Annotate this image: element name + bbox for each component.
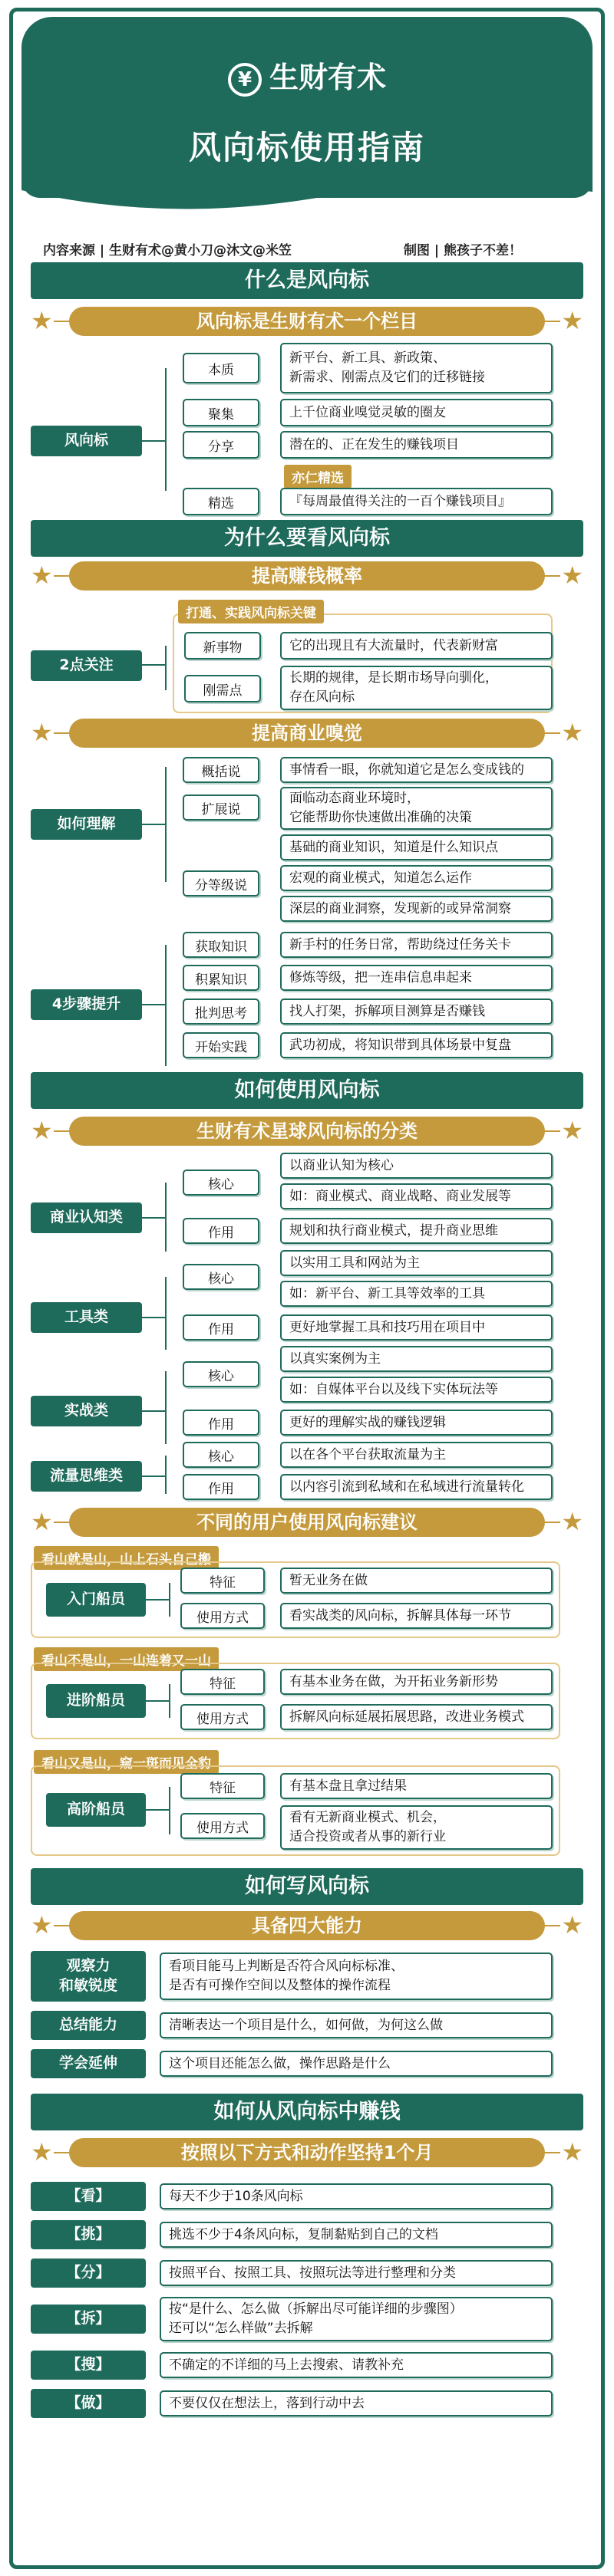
- val-tezheng: 有基本盘且拿过结果: [280, 1773, 553, 1799]
- user-rumen: 入门船员: [46, 1583, 146, 1617]
- val-gangxu: 长期的规律，是长期市场导向驯化， 存在风向标: [280, 666, 553, 710]
- user-gaojie: 高阶船员: [46, 1793, 146, 1827]
- key-use: 作用: [183, 1218, 259, 1244]
- connector: [165, 646, 167, 690]
- action-sou-desc: 不确定的不详细的马上去搜索、请教补充: [160, 2352, 553, 2378]
- key-core: 核心: [183, 1170, 259, 1196]
- action-chai-desc: 按“是什么、怎么做（拆解出尽可能详细的步骤图） 还可以“怎么样做”去拆解: [160, 2297, 553, 2341]
- section-title-why: 为什么要看风向标: [31, 520, 583, 557]
- key-core: 核心: [183, 1264, 259, 1290]
- connector: [142, 1410, 165, 1412]
- connector: [165, 368, 167, 491]
- subtitle-why1: ★ ★ 提高赚钱概率: [31, 561, 583, 590]
- action-zuo-desc: 不要仅仅在想法上，落到行动中去: [160, 2390, 553, 2416]
- val-use: 更好的理解实战的赚钱逻辑: [280, 1410, 553, 1436]
- badge-yiren: 亦仁精选: [284, 465, 352, 489]
- note-user2: 看山不是山，一山连着又一山: [34, 1647, 219, 1671]
- key-tezheng: 特征: [180, 1669, 265, 1695]
- connector: [146, 1599, 169, 1601]
- note-daton: 打通、实践风向标关键: [178, 600, 324, 623]
- connector: [142, 1476, 165, 1477]
- val-huoqu: 新手村的任务日常，帮助绕过任务关卡: [280, 932, 553, 958]
- section-title-what: 什么是风向标: [31, 262, 583, 299]
- key-core: 核心: [183, 1361, 259, 1387]
- note-user3: 看山又是山，窥一斑而见全豹: [34, 1750, 219, 1774]
- cat-gongju: 工具类: [31, 1302, 142, 1333]
- val-shiyong: 拆解风向标延展拓展思路，改进业务模式: [280, 1704, 553, 1730]
- action-fen: 【分】: [31, 2259, 146, 2288]
- brand-logo-icon: ¥: [228, 63, 262, 97]
- val-juji: 上千位商业嗅觉灵敏的圈友: [280, 399, 553, 426]
- val-core-ex: 如：自媒体平台以及线下实体玩法等: [280, 1377, 553, 1403]
- val-fendengji-2: 宏观的商业模式，知道怎么运作: [280, 865, 553, 891]
- action-fen-desc: 按照平台、按照工具、按照玩法等进行整理和分类: [160, 2260, 553, 2286]
- key-use: 作用: [183, 1314, 259, 1341]
- cat-liuliang: 流量思维类: [31, 1461, 142, 1492]
- val-use: 以内容引流到私域和在私域进行流量转化: [280, 1474, 553, 1500]
- subtitle-users-text: 不同的用户使用风向标建议: [69, 1508, 545, 1537]
- cat-shangye: 商业认知类: [31, 1202, 142, 1233]
- val-core: 以真实案例为主: [280, 1346, 553, 1372]
- connector: [169, 1684, 170, 1718]
- key-use: 作用: [183, 1474, 259, 1500]
- val-fendengji-3: 深层的商业洞察，发现新的或异常洞察: [280, 896, 553, 922]
- val-core-ex: 如：商业模式、商业战略、商业发展等: [280, 1183, 553, 1209]
- key-tezheng: 特征: [180, 1568, 265, 1594]
- key-xinshiwu: 新事物: [184, 632, 261, 660]
- connector: [142, 1217, 165, 1219]
- val-shiyong: 看有无新商业模式、机会， 适合投资或者从事的新行业: [280, 1805, 553, 1850]
- val-jilei: 修炼等级，把一连串信息串起来: [280, 965, 553, 991]
- key-core: 核心: [183, 1442, 259, 1468]
- connector: [165, 1183, 167, 1252]
- ability-extend: 学会延伸: [31, 2049, 146, 2078]
- connector: [165, 1456, 167, 1494]
- val-core: 以在各个平台获取流量为主: [280, 1442, 553, 1468]
- subtitle-why1-text: 提高赚钱概率: [69, 561, 545, 591]
- connector: [169, 1583, 170, 1617]
- connector: [146, 1809, 169, 1811]
- root-ruhelijie: 如何理解: [31, 809, 142, 840]
- connector: [165, 767, 167, 882]
- key-pipan: 批判思考: [183, 998, 259, 1025]
- credit-maker: 制图 | 熊孩子不差！: [403, 243, 522, 258]
- key-kuozhan: 扩展说: [183, 795, 259, 821]
- connector: [146, 1700, 169, 1702]
- connector: [142, 440, 165, 442]
- connector: [142, 664, 165, 666]
- page-title: 风向标使用指南: [188, 129, 425, 166]
- action-tiao-desc: 挑选不少于4条风向标，复制黏贴到自己的文档: [160, 2222, 553, 2248]
- val-fenxiang: 潜在的、正在发生的赚钱项目: [280, 431, 553, 459]
- action-chai: 【拆】: [31, 2305, 146, 2334]
- key-tezheng: 特征: [180, 1773, 265, 1799]
- connector: [142, 1004, 165, 1005]
- key-jingxuan: 精选: [183, 488, 259, 515]
- val-tezheng: 暂无业务在做: [280, 1568, 553, 1594]
- key-fenxiang: 分享: [183, 431, 259, 459]
- section-title-earn: 如何从风向标中赚钱: [31, 2094, 583, 2130]
- val-core: 以商业认知为核心: [280, 1153, 553, 1179]
- subtitle-why2: ★ ★ 提高商业嗅觉: [31, 718, 583, 747]
- val-tezheng: 有基本业务在做，为开拓业务新形势: [280, 1669, 553, 1695]
- key-use: 作用: [183, 1410, 259, 1436]
- subtitle-what-text: 风向标是生财有术一个栏目: [69, 307, 545, 336]
- val-xinshiwu: 它的出现且有大流量时，代表新财富: [280, 632, 553, 660]
- val-use: 规划和执行商业模式，提升商业思维: [280, 1218, 553, 1244]
- val-kaishi: 武功初成，将知识带到具体场景中复盘: [280, 1032, 553, 1058]
- val-use: 更好地掌握工具和技巧用在项目中: [280, 1314, 553, 1341]
- connector: [165, 945, 167, 1066]
- header-wave: [21, 169, 593, 215]
- subtitle-users: ★ ★ 不同的用户使用风向标建议: [31, 1507, 583, 1536]
- val-kuozhan: 面临动态商业环境时， 它能帮助你快速做出准确的决策: [280, 787, 553, 830]
- subtitle-ability-text: 具备四大能力: [69, 1911, 545, 1940]
- ability-summary: 总结能力: [31, 2011, 146, 2040]
- subtitle-why2-text: 提高商业嗅觉: [69, 719, 545, 748]
- root-fengxiangbiao: 风向标: [31, 426, 142, 456]
- key-shiyong: 使用方式: [180, 1603, 265, 1629]
- key-gangxu: 刚需点: [184, 675, 261, 702]
- connector: [142, 824, 165, 825]
- val-jingxuan: 『每周最值得关注的一百个赚钱项目』: [280, 488, 553, 515]
- key-benzhi: 本质: [183, 353, 259, 383]
- subtitle-earn: ★ ★ 按照以下方式和动作坚持1个月: [31, 2137, 583, 2166]
- ability-summary-desc: 清晰表达一个项目是什么，如何做，为何这么做: [160, 2012, 553, 2038]
- val-gaikuo: 事情看一眼，你就知道它是怎么变成钱的: [280, 757, 553, 783]
- key-shiyong: 使用方式: [180, 1813, 265, 1839]
- key-shiyong: 使用方式: [180, 1704, 265, 1730]
- connector: [165, 1371, 167, 1444]
- user-jinjie: 进阶船员: [46, 1684, 146, 1718]
- action-zuo: 【做】: [31, 2389, 146, 2418]
- connector: [169, 1787, 170, 1834]
- val-benzhi: 新平台、新工具、新政策、 新需求、刚需点及它们的迁移链接: [280, 343, 553, 393]
- key-juji: 聚集: [183, 399, 259, 426]
- action-sou: 【搜】: [31, 2351, 146, 2380]
- ability-observe: 观察力 和敏锐度: [31, 1951, 146, 2002]
- section-title-how-use: 如何使用风向标: [31, 1072, 583, 1109]
- section-title-how-write: 如何写风向标: [31, 1868, 583, 1905]
- subtitle-fenlei-text: 生财有术星球风向标的分类: [69, 1117, 545, 1146]
- val-core: 以实用工具和网站为主: [280, 1250, 553, 1276]
- action-kan-desc: 每天不少于10条风向标: [160, 2183, 553, 2209]
- val-fendengji-1: 基础的商业知识，知道是什么知识点: [280, 834, 553, 860]
- key-fendengji: 分等级说: [183, 870, 259, 897]
- key-gaikuo: 概括说: [183, 757, 259, 783]
- val-shiyong: 看实战类的风向标，拆解具体每一环节: [280, 1603, 553, 1629]
- key-huoqu: 获取知识: [183, 932, 259, 958]
- action-tiao: 【挑】: [31, 2220, 146, 2249]
- key-kaishi: 开始实践: [183, 1032, 259, 1058]
- connector: [142, 1317, 165, 1318]
- ability-extend-desc: 这个项目还能怎么做，操作思路是什么: [160, 2051, 553, 2077]
- root-2dian: 2点关注: [31, 650, 142, 681]
- subtitle-what: ★ ★ 风向标是生财有术一个栏目: [31, 306, 583, 335]
- val-core-ex: 如：新平台、新工具等效率的工具: [280, 1281, 553, 1307]
- ability-observe-desc: 看项目能马上判断是否符合风向标标准、 是否有可操作空间以及整体的操作流程: [160, 1953, 553, 2000]
- subtitle-fenlei: ★ ★ 生财有术星球风向标的分类: [31, 1116, 583, 1145]
- action-kan: 【看】: [31, 2182, 146, 2211]
- note-user1: 看山就是山，山上石头自己搬: [34, 1546, 219, 1570]
- key-jilei: 积累知识: [183, 965, 259, 991]
- connector: [165, 1277, 167, 1350]
- root-4buzhou: 4步骤提升: [31, 989, 142, 1020]
- credit-source: 内容来源 | 生财有术@黄小刀@沐文@米笠: [43, 243, 292, 258]
- subtitle-ability: ★ ★ 具备四大能力: [31, 1910, 583, 1939]
- brand: [0, 54, 614, 97]
- val-pipan: 找人打架，拆解项目测算是否赚钱: [280, 998, 553, 1025]
- brand-name: 生财有术: [269, 61, 386, 94]
- subtitle-earn-text: 按照以下方式和动作坚持1个月: [69, 2138, 545, 2167]
- cat-shizhan: 实战类: [31, 1396, 142, 1426]
